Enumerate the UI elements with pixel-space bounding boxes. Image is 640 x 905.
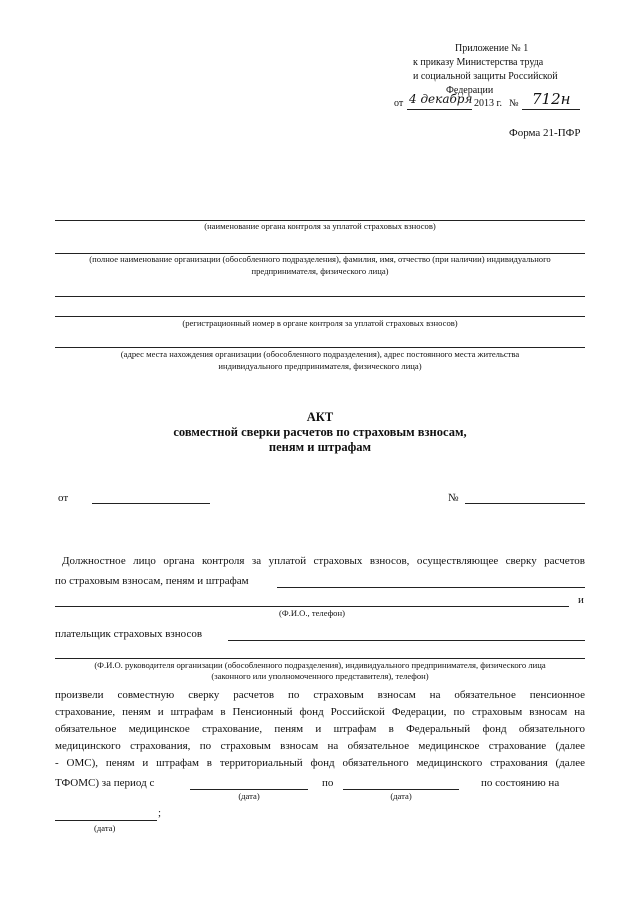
period-to-label: по [322,777,334,789]
appendix-ministry-line: и социальной защиты Российской [413,71,558,82]
period-to-date-caption: (дата) [390,791,412,801]
paragraph-line1: произвели совместную сверку расчетов по страховым взносам на обязательное пенсионное [55,689,585,701]
official-line1: Должностное лицо органа контроля за уплатой страховых взносов, осуществляющее сверку расчетов [62,555,585,567]
paragraph-line4: медицинского страхования, по страховым взносам на обязательное медицинское страхование (далее [55,740,585,752]
order-date-handwritten: 4 декабря [409,92,473,106]
form-label: Форма 21-ПФР [509,127,581,139]
act-subtitle-line1: совместной сверки расчетов по страховым взносам, [173,425,467,439]
official-line2: по страховым взносам, пеням и штрафам [55,575,249,587]
as-of-semicolon: ; [158,807,162,819]
org-name-caption-line1: (полное наименование организации (обособленного подразделения), фамилия, имя, отчество (при наличии) индивидуального [89,254,551,264]
order-year: 2013 г. [474,98,502,109]
period-from-date-caption: (дата) [238,791,260,801]
paragraph-line5: - ОМС), пеням и штрафам в территориальный фонд обязательного медицинского страхования (далее [55,757,585,769]
org-name-caption-line2: предпринимателя, физического лица) [251,266,389,276]
act-date-label: от [58,492,69,504]
paragraph-line2: страхование, пеням и штрафам в Пенсионный фонд Российской Федерации, по страховым взносам на [55,706,585,718]
paragraph-line3: обязательное медицинское страхование, пеням и штрафам в Федеральный фонд обязательного [55,723,585,735]
payer-head-caption-line2: (законного или уполномоченного представителя), телефон) [211,671,429,681]
act-title: АКТ [306,410,334,424]
act-subtitle-line2: пеням и штрафам [268,440,372,454]
control-body-caption: (наименование органа контроля за уплатой страховых взносов) [204,221,436,231]
appendix-federation-line: Федерации [446,85,494,96]
act-number-label: № [448,492,459,504]
official-and: и [578,594,584,606]
as-of-date-caption: (дата) [94,823,116,833]
reg-number-caption: (регистрационный номер в органе контроля за уплатой страховых взносов) [182,318,458,328]
address-caption-line1: (адрес места нахождения организации (обособленного подразделения), адрес постоянного места жительства [120,349,520,359]
official-fio-caption: (Ф.И.О., телефон) [279,608,345,618]
appendix-order-line: к приказу Министерства труда [413,57,544,68]
payer-head-caption-line1: (Ф.И.О. руководителя организации (обособленного подразделения), индивидуального предпринимателя, физического лица [94,660,546,670]
order-date-label: от [394,98,404,109]
order-number-label: № [509,98,519,109]
tfoms-period-label: ТФОМС) за период с [55,777,155,789]
address-caption-line2: индивидуального предпринимателя, физического лица) [218,361,422,371]
appendix-title: Приложение № 1 [455,43,529,54]
order-number-handwritten: 712н [532,90,571,108]
payer-label: плательщик страховых взносов [55,628,203,640]
as-of-label: по состоянию на [481,777,560,789]
